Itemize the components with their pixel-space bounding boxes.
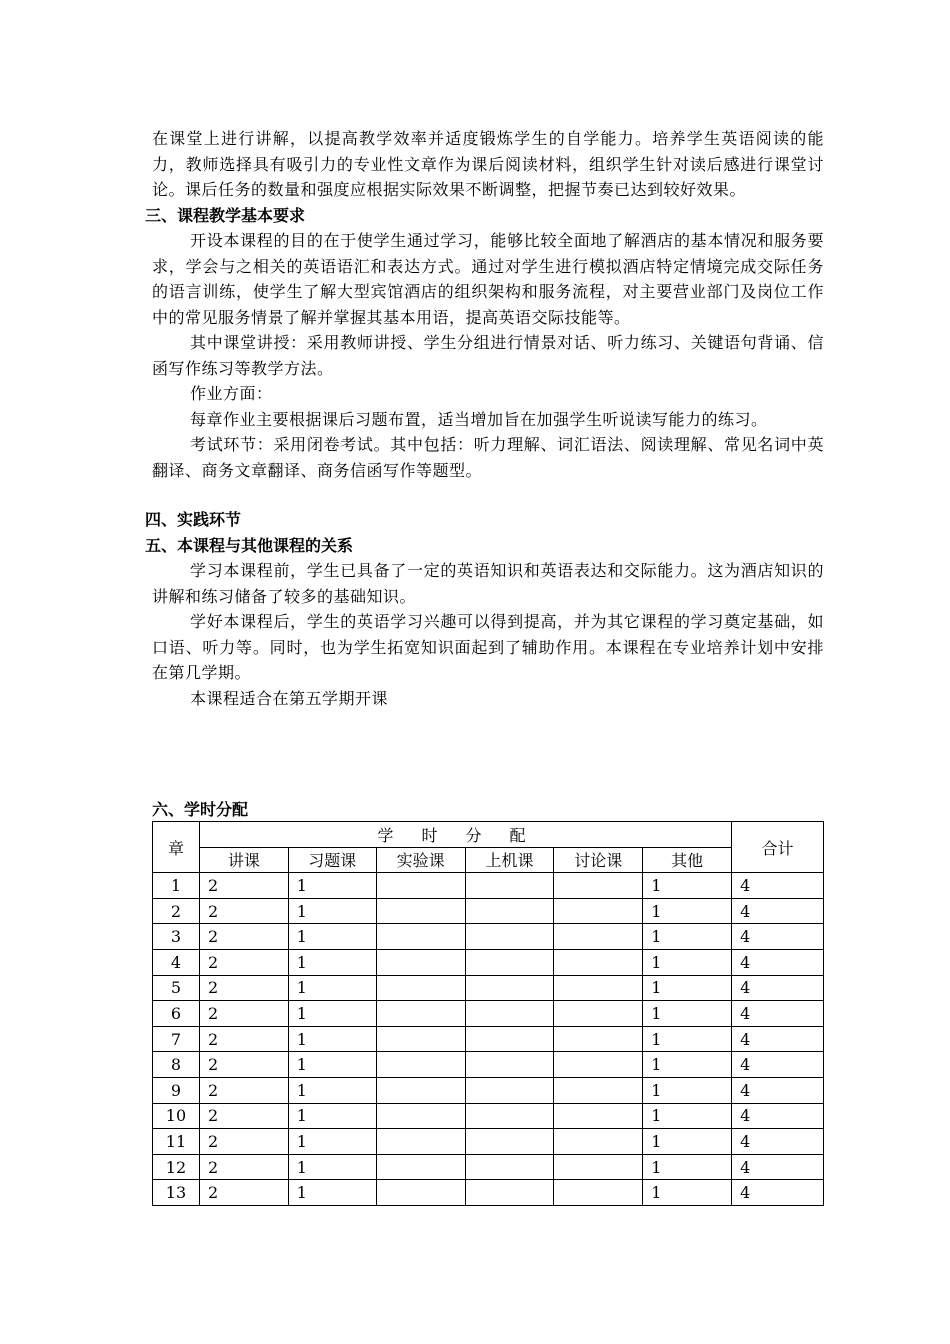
table-cell: 1 <box>288 975 376 1001</box>
table-cell <box>465 1180 554 1206</box>
table-cell <box>465 1129 554 1155</box>
section-5-paragraph-2: 学好本课程后，学生的英语学习兴趣可以得到提高，并为其它课程的学习奠定基础，如口语、听力等。同时，也为学生拓宽知识面起到了辅助作用。本课程在专业培养计划中安排在第几学期。 <box>152 612 824 682</box>
hours-allocation-table <box>152 821 824 1206</box>
table-cell <box>465 1154 554 1180</box>
table-row <box>153 1052 824 1078</box>
table-cell <box>376 1026 465 1052</box>
document-body <box>145 126 824 711</box>
table-cell <box>465 873 554 899</box>
paragraph-top-1: 在课堂上进行讲解，以提高教学效率并适度锻炼学生的自学能力。培养学生英语阅读的能力，教师选择具有吸引力的专业性文章作为课后阅读材料，组织学生针对读后感进行课堂讨论。课后任务的数量和强度应根据实际效果不断调整，把握节奏已达到较好效果。 <box>152 129 824 199</box>
header-hours-group: 学时分配 <box>199 822 731 848</box>
table-cell <box>465 898 554 924</box>
table-row <box>153 924 824 950</box>
table-cell: 4 <box>732 1154 824 1180</box>
chapter-cell: 1 <box>153 873 200 899</box>
table-row <box>153 1001 824 1027</box>
table-cell <box>554 924 643 950</box>
subheader-other: 其他 <box>643 847 732 873</box>
table-cell: 1 <box>288 1077 376 1103</box>
table-cell <box>554 898 643 924</box>
table-cell: 1 <box>288 1103 376 1129</box>
table-cell: 4 <box>732 975 824 1001</box>
chapter-cell: 11 <box>153 1129 200 1155</box>
table-subheader-row <box>153 847 824 873</box>
chapter-cell: 7 <box>153 1026 200 1052</box>
table-cell: 2 <box>199 1154 288 1180</box>
table-cell: 1 <box>643 1180 732 1206</box>
table-cell <box>376 1129 465 1155</box>
section-3-paragraph-1: 开设本课程的目的在于使学生通过学习，能够比较全面地了解酒店的基本情况和服务要求，学会与之相关的英语语汇和表达方式。通过对学生进行模拟酒店特定情境完成交际任务的语言训练，使学生了解大型宾馆酒店的组织架构和服务流程，对主要营业部门及岗位工作中的常见服务情景了解并掌握其基本用语，提高英语交际技能等。 <box>152 231 824 327</box>
table-row <box>153 1180 824 1206</box>
table-body <box>153 873 824 1206</box>
table-cell: 4 <box>732 1052 824 1078</box>
table-cell: 2 <box>199 949 288 975</box>
table-cell: 2 <box>199 975 288 1001</box>
section-4-heading: 四、实践环节 <box>145 510 242 529</box>
table-cell <box>554 1026 643 1052</box>
header-chapter: 章 <box>153 822 200 873</box>
subheader-lecture: 讲课 <box>199 847 288 873</box>
section-5-paragraph-1: 学习本课程前，学生已具备了一定的英语知识和英语表达和交际能力。这为酒店知识的讲解和练习储备了较多的基础知识。 <box>152 561 824 606</box>
table-cell <box>554 1129 643 1155</box>
table-cell: 1 <box>288 873 376 899</box>
table-cell: 4 <box>732 1001 824 1027</box>
table-cell: 2 <box>199 1026 288 1052</box>
table-cell: 4 <box>732 898 824 924</box>
table-cell: 1 <box>288 924 376 950</box>
table-row <box>153 898 824 924</box>
table-cell: 1 <box>643 898 732 924</box>
table-cell <box>376 1001 465 1027</box>
table-cell: 1 <box>643 949 732 975</box>
table-cell: 4 <box>732 1180 824 1206</box>
chapter-cell: 6 <box>153 1001 200 1027</box>
table-cell: 1 <box>288 1180 376 1206</box>
table-cell: 1 <box>643 1129 732 1155</box>
section-3-paragraph-4: 每章作业主要根据课后习题布置，适当增加旨在加强学生听说读写能力的练习。 <box>190 409 768 429</box>
table-cell: 1 <box>288 1026 376 1052</box>
table-row <box>153 1026 824 1052</box>
table-cell <box>465 1052 554 1078</box>
section-3-paragraph-5: 考试环节：采用闭卷考试。其中包括：听力理解、词汇语法、阅读理解、常见名词中英翻译、商务文章翻译、商务信函写作等题型。 <box>152 435 824 480</box>
table-cell: 2 <box>199 873 288 899</box>
table-row <box>153 873 824 899</box>
chapter-cell: 2 <box>153 898 200 924</box>
table-cell <box>465 1026 554 1052</box>
table-row <box>153 949 824 975</box>
table-cell <box>376 1077 465 1103</box>
table-cell <box>376 873 465 899</box>
chapter-cell: 12 <box>153 1154 200 1180</box>
table-cell <box>554 1154 643 1180</box>
table-cell: 2 <box>199 924 288 950</box>
table-cell: 1 <box>643 1077 732 1103</box>
table-cell: 2 <box>199 898 288 924</box>
table-cell: 4 <box>732 873 824 899</box>
section-5-paragraph-3: 本课程适合在第五学期开课 <box>190 688 389 708</box>
subheader-exercise: 习题课 <box>288 847 376 873</box>
table-cell: 4 <box>732 1077 824 1103</box>
chapter-cell: 5 <box>153 975 200 1001</box>
subheader-computer: 上机课 <box>465 847 554 873</box>
table-cell: 2 <box>199 1001 288 1027</box>
subheader-discussion: 讨论课 <box>554 847 643 873</box>
table-cell <box>465 1103 554 1129</box>
table-cell: 2 <box>199 1129 288 1155</box>
table-cell: 2 <box>199 1052 288 1078</box>
table-cell <box>554 949 643 975</box>
section-3-paragraph-2: 其中课堂讲授：采用教师讲授、学生分组进行情景对话、听力练习、关键语句背诵、信函写作练习等教学方法。 <box>152 333 824 378</box>
table-row <box>153 1154 824 1180</box>
table-cell: 2 <box>199 1180 288 1206</box>
section-3-paragraph-3: 作业方面： <box>190 384 273 403</box>
table-cell <box>465 1001 554 1027</box>
table-cell: 4 <box>732 1129 824 1155</box>
table-row <box>153 1129 824 1155</box>
table-cell <box>554 873 643 899</box>
table-cell <box>376 1052 465 1078</box>
table-cell: 1 <box>643 1026 732 1052</box>
table-cell: 4 <box>732 924 824 950</box>
table-cell: 1 <box>643 975 732 1001</box>
table-cell <box>554 1001 643 1027</box>
table-cell: 1 <box>288 1001 376 1027</box>
table-cell <box>465 975 554 1001</box>
table-cell: 1 <box>643 1103 732 1129</box>
table-cell: 4 <box>732 1103 824 1129</box>
table-cell <box>554 1103 643 1129</box>
table-cell <box>376 949 465 975</box>
table-cell: 1 <box>288 949 376 975</box>
subheader-lab: 实验课 <box>376 847 465 873</box>
header-total: 合计 <box>732 822 824 873</box>
table-cell: 1 <box>288 1129 376 1155</box>
table-cell: 2 <box>199 1077 288 1103</box>
table-cell: 2 <box>199 1103 288 1129</box>
chapter-cell: 10 <box>153 1103 200 1129</box>
table-cell <box>554 1180 643 1206</box>
table-cell: 1 <box>643 924 732 950</box>
table-cell <box>465 949 554 975</box>
table-cell: 1 <box>643 1001 732 1027</box>
table-cell: 1 <box>288 898 376 924</box>
table-cell: 1 <box>643 873 732 899</box>
table-row <box>153 1077 824 1103</box>
table-header-row <box>153 822 824 848</box>
table-cell <box>465 1077 554 1103</box>
chapter-cell: 4 <box>153 949 200 975</box>
table-cell <box>376 1180 465 1206</box>
table-cell <box>376 1154 465 1180</box>
table-cell <box>376 1103 465 1129</box>
table-cell: 1 <box>643 1154 732 1180</box>
table-cell <box>465 924 554 950</box>
table-cell: 1 <box>288 1052 376 1078</box>
table-cell: 1 <box>288 1154 376 1180</box>
table-cell <box>376 975 465 1001</box>
table-cell: 1 <box>643 1052 732 1078</box>
table-cell <box>554 1052 643 1078</box>
section-6-heading: 六、学时分配 <box>152 800 249 819</box>
chapter-cell: 8 <box>153 1052 200 1078</box>
chapter-cell: 9 <box>153 1077 200 1103</box>
chapter-cell: 3 <box>153 924 200 950</box>
table-cell <box>376 898 465 924</box>
table-cell: 4 <box>732 1026 824 1052</box>
table-cell <box>554 1077 643 1103</box>
table-cell: 4 <box>732 949 824 975</box>
table-cell <box>554 975 643 1001</box>
table-row <box>153 975 824 1001</box>
table-cell <box>376 924 465 950</box>
chapter-cell: 13 <box>153 1180 200 1206</box>
section-3-heading: 三、课程教学基本要求 <box>145 205 306 225</box>
table-row <box>153 1103 824 1129</box>
section-5-heading: 五、本课程与其他课程的关系 <box>145 535 354 555</box>
